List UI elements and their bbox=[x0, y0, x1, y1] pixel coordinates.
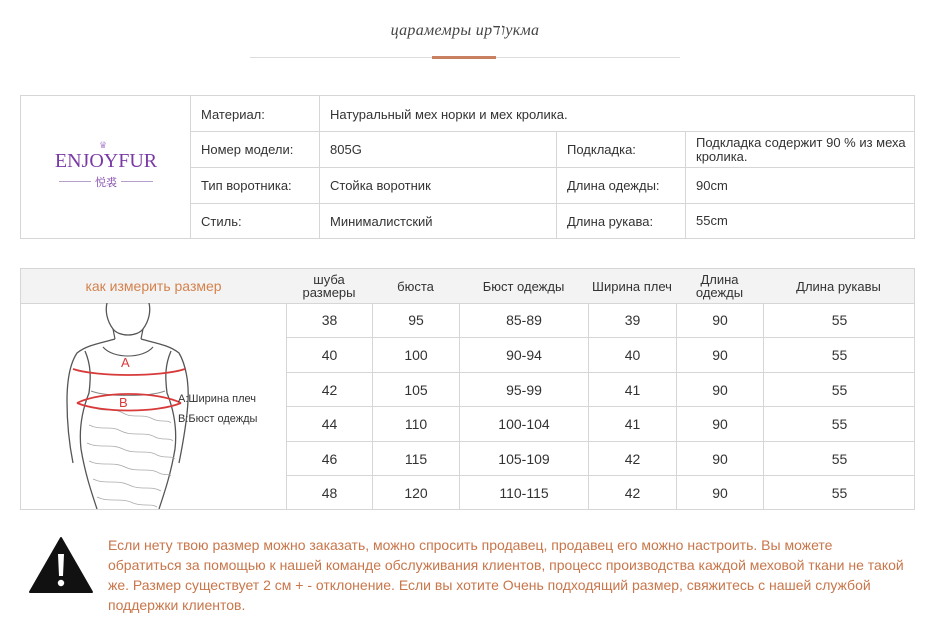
lining-value: Подкладка содержит 90 % из меха кролика. bbox=[696, 134, 906, 164]
measurement-figure bbox=[21, 303, 286, 509]
collar-value: Стойка воротник bbox=[320, 168, 557, 203]
cell-shoulder: 41 bbox=[589, 373, 677, 407]
cell-length: 90 bbox=[677, 338, 764, 372]
cell-coat-size: 42 bbox=[287, 373, 373, 407]
material-label: Материал: bbox=[191, 96, 320, 132]
marker-b: B bbox=[119, 395, 128, 410]
size-chart-header bbox=[21, 269, 914, 304]
cell-garment-bust: 110-115 bbox=[460, 476, 589, 510]
param-row-style bbox=[191, 203, 915, 238]
cell-garment-bust: 95-99 bbox=[460, 373, 589, 407]
header-sleeve-length: Длина рукавы bbox=[796, 278, 881, 294]
cell-coat-size: 48 bbox=[287, 476, 373, 510]
header-shoulder-width: Ширина плеч bbox=[592, 278, 672, 294]
legend-b: B:Бюст одежды bbox=[178, 413, 258, 425]
header-bust: бюста bbox=[397, 278, 434, 294]
cell-sleeve: 55 bbox=[831, 485, 848, 501]
table-row bbox=[287, 372, 915, 407]
table-row bbox=[287, 475, 915, 510]
cell-length: 90 bbox=[677, 476, 764, 510]
cell-sleeve: 55 bbox=[831, 416, 848, 432]
header-garment-length: Длина одежды bbox=[695, 272, 744, 300]
measure-title: как измерить размер bbox=[85, 278, 222, 294]
size-chart-table bbox=[20, 268, 915, 510]
cell-sleeve: 55 bbox=[831, 312, 848, 328]
cell-sleeve: 55 bbox=[831, 382, 848, 398]
cell-coat-size: 44 bbox=[287, 407, 373, 441]
cell-sleeve: 55 bbox=[831, 451, 848, 467]
size-grid bbox=[286, 303, 915, 509]
warning-icon bbox=[28, 536, 94, 594]
cell-shoulder: 39 bbox=[589, 303, 677, 337]
cell-length: 90 bbox=[677, 373, 764, 407]
cell-bust: 105 bbox=[373, 373, 460, 407]
cell-shoulder: 41 bbox=[589, 407, 677, 441]
cell-garment-bust: 105-109 bbox=[460, 442, 589, 476]
size-note: Если нету твою размер можно заказать, можно спросить продавец, продавец его можно настроить. Вы можете обратиться за помощью к нашей команде обслуживания клиентов, процесс производства каждой меховой ткани не такой же. Размер существует 2 см + - отклонение. Если вы хотите Очень подходящий размер, свяжитесь с нашей службой поддержки клиентов. bbox=[108, 537, 904, 613]
cell-shoulder: 40 bbox=[589, 338, 677, 372]
logo-text: ENJOYFUR bbox=[54, 150, 158, 172]
param-row-model bbox=[191, 131, 915, 167]
brand-logo bbox=[21, 96, 191, 238]
cell-bust: 115 bbox=[373, 442, 460, 476]
header-coat-size: шуба размеры bbox=[302, 272, 356, 300]
cell-shoulder: 42 bbox=[589, 442, 677, 476]
length-label: Длина одежды: bbox=[557, 168, 686, 203]
product-params-table bbox=[20, 95, 915, 239]
cell-bust: 95 bbox=[373, 303, 460, 337]
cell-garment-bust: 100-104 bbox=[460, 407, 589, 441]
model-label: Номер модели: bbox=[191, 132, 320, 167]
material-value: Натуральный мех норки и мех кролика. bbox=[330, 106, 568, 122]
length-value: 90cm bbox=[696, 177, 728, 193]
style-value: Минималистский bbox=[320, 204, 557, 238]
table-row bbox=[287, 406, 915, 441]
table-row bbox=[287, 303, 915, 337]
dress-sketch bbox=[21, 303, 286, 509]
legend-a: A:Ширина плеч bbox=[178, 393, 256, 405]
cell-garment-bust: 85-89 bbox=[460, 303, 589, 337]
title-accent-bar bbox=[432, 56, 496, 59]
page-title: царамемры ирודукма bbox=[390, 22, 540, 39]
cell-length: 90 bbox=[677, 442, 764, 476]
param-row-collar bbox=[191, 167, 915, 203]
header-garment-bust: Бюст одежды bbox=[482, 278, 565, 294]
lining-label: Подкладка: bbox=[557, 132, 686, 167]
param-row-material bbox=[191, 96, 915, 132]
cell-length: 90 bbox=[677, 407, 764, 441]
cell-coat-size: 46 bbox=[287, 442, 373, 476]
model-value: 805G bbox=[320, 132, 557, 167]
logo-subtext: 悦裘 bbox=[95, 177, 117, 189]
style-label: Стиль: bbox=[191, 204, 320, 238]
cell-bust: 110 bbox=[373, 407, 460, 441]
cell-bust: 120 bbox=[373, 476, 460, 510]
sleeve-value: 55cm bbox=[696, 213, 728, 228]
sleeve-label: Длина рукава: bbox=[557, 204, 686, 238]
table-row bbox=[287, 441, 915, 476]
logo-divider-right bbox=[121, 181, 153, 182]
table-row bbox=[287, 337, 915, 372]
crown-icon: ♛ bbox=[99, 140, 109, 150]
cell-bust: 100 bbox=[373, 338, 460, 372]
cell-length: 90 bbox=[677, 303, 764, 337]
cell-coat-size: 40 bbox=[287, 338, 373, 372]
collar-label: Тип воротника: bbox=[191, 168, 320, 203]
cell-shoulder: 42 bbox=[589, 476, 677, 510]
cell-sleeve: 55 bbox=[831, 347, 848, 363]
cell-garment-bust: 90-94 bbox=[460, 338, 589, 372]
marker-a: A bbox=[121, 355, 130, 370]
cell-coat-size: 38 bbox=[287, 303, 373, 337]
